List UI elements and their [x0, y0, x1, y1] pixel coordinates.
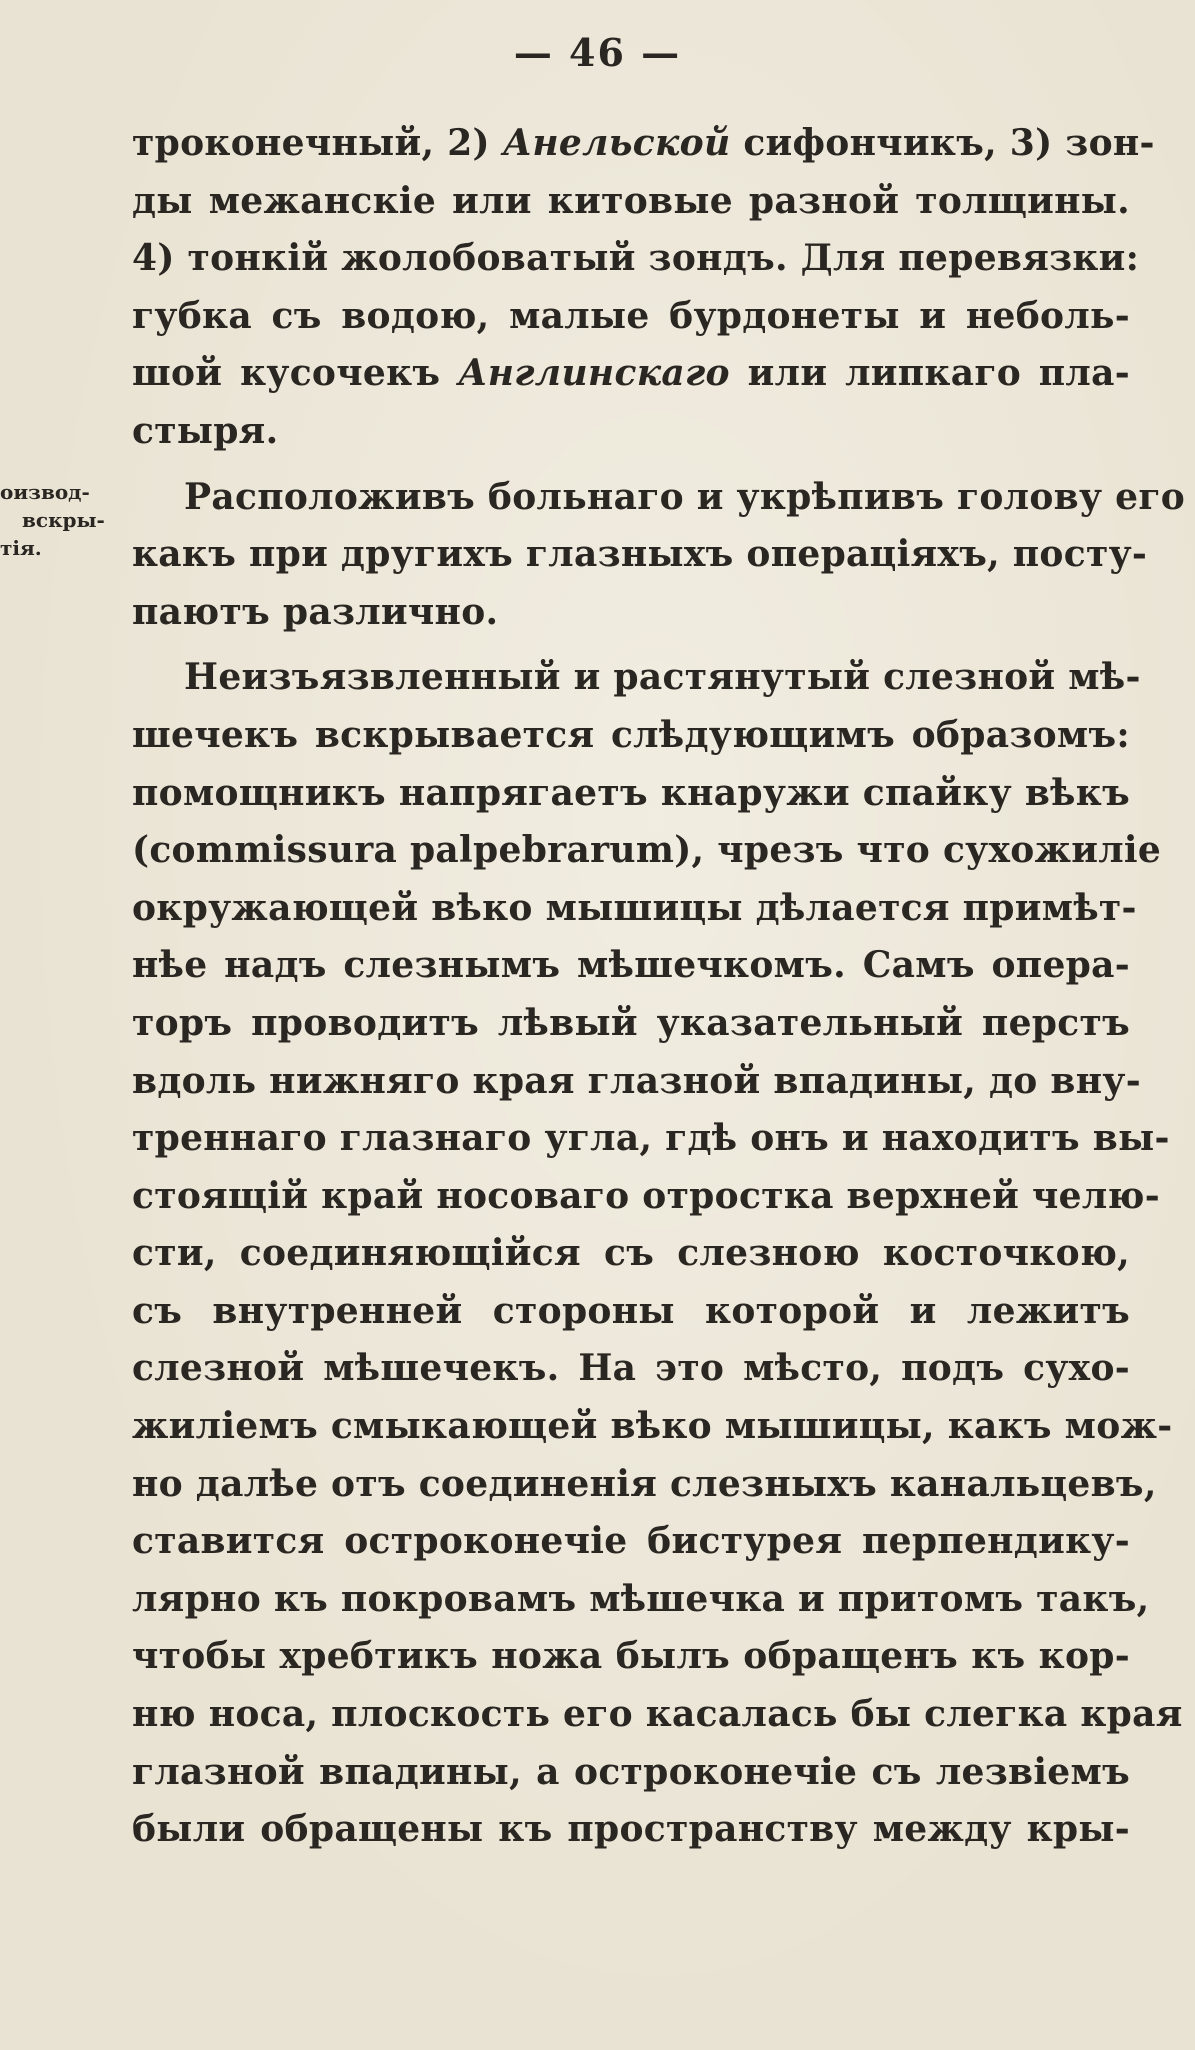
italic-run: Анельской [502, 122, 731, 164]
text-line [132, 115, 1155, 173]
text-line: Расположивъ больнаго и укрѣпивъ голову его [184, 475, 1186, 518]
body-text [132, 115, 1186, 1859]
text-line: съ внутренней стороны которой и лежитъ [132, 1289, 1130, 1332]
text-line: ню носа, плоскость его касалась бы слегка края [132, 1693, 1183, 1736]
text-run: шой кусочекъ [132, 352, 459, 395]
italic-run: Англинскаго [458, 352, 730, 395]
text-line: нѣе надъ слезнымъ мѣшечкомъ. Самъ опера- [132, 944, 1130, 987]
text-run: троконечный, 2) [132, 122, 503, 164]
text-line: Неизъязвленный и растянутый слезной мѣ- [184, 656, 1141, 699]
text-line: жиліемъ смыкающей вѣко мышицы, какъ мож- [132, 1405, 1173, 1448]
text-line: ды межанскіе или китовые разной толщины. [132, 179, 1130, 222]
text-line: чтобы хребтикъ ножа былъ обращенъ къ кор- [132, 1635, 1130, 1678]
text-run: или липкаго пла- [729, 352, 1130, 395]
text-line: окружающей вѣко мышицы дѣлается примѣт- [132, 886, 1137, 929]
paragraph-3 [132, 649, 1183, 1858]
text-line: стоящій край носоваго отростка верхней челю- [132, 1174, 1160, 1217]
margin-note-line: оизвод- [0, 480, 90, 504]
text-line: были обращены къ пространству между кры- [132, 1808, 1130, 1851]
paragraph-1 [132, 115, 1155, 461]
text-line: губка съ водою, малые бурдонеты и неболь- [132, 294, 1130, 337]
paragraph-2 [132, 469, 1186, 642]
text-line [132, 345, 1130, 403]
margin-note [0, 478, 122, 562]
text-line: слезной мѣшечекъ. На это мѣсто, подъ сухо- [132, 1347, 1130, 1390]
margin-note-line: тія. [0, 536, 42, 560]
text-line: но далѣе отъ соединенія слезныхъ канальцевъ, [132, 1462, 1157, 1505]
text-line: помощникъ напрягаетъ кнаружи спайку вѣкъ [132, 771, 1130, 814]
text-line: 4) тонкій жолобоватый зондъ. Для перевязки: [132, 237, 1140, 280]
text-run: сифончикъ, 3) зон- [730, 122, 1155, 164]
margin-note-line: вскры- [22, 508, 105, 532]
text-line: (commissura palpebrarum), чрезъ что сухожиліе [132, 829, 1162, 872]
text-line: треннаго глазнаго угла, гдѣ онъ и находитъ вы- [132, 1117, 1170, 1160]
text-line: какъ при другихъ глазныхъ операціяхъ, посту- [132, 533, 1148, 576]
text-line: лярно къ покровамъ мѣшечка и притомъ такъ, [132, 1577, 1150, 1620]
text-line: сти, соединяющійся съ слезною косточкою, [132, 1232, 1130, 1275]
text-line: стыря. [132, 409, 279, 452]
text-line: глазной впадины, а остроконечіе съ лезвіемъ [132, 1750, 1130, 1793]
page-number: — 46 — [513, 30, 682, 75]
text-line: шечекъ вскрывается слѣдующимъ образомъ: [132, 713, 1130, 756]
text-line: ставится остроконечіе бистурея перпендику- [132, 1520, 1130, 1563]
text-line: торъ проводитъ лѣвый указательный перстъ [132, 1001, 1130, 1044]
text-line: паютъ различно. [132, 590, 499, 633]
text-line: вдоль нижняго края глазной впадины, до вну- [132, 1059, 1141, 1102]
